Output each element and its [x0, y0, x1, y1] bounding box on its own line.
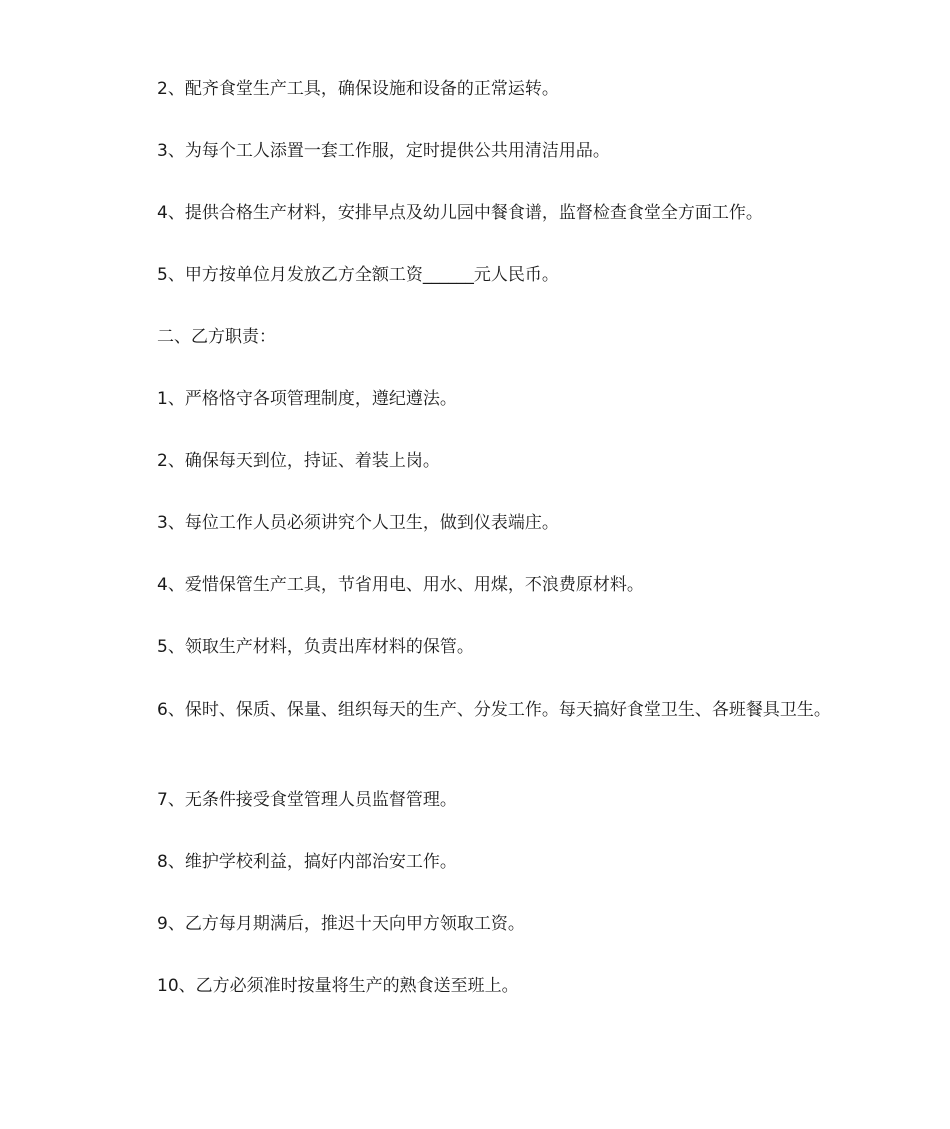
paragraph-duty-3: 3、每位工作人员必须讲究个人卫生，做到仪表端庄。: [157, 513, 559, 533]
paragraph-item-4-materials: 4、提供合格生产材料，安排早点及幼儿园中餐食谱，监督检查食堂全方面工作。: [157, 203, 763, 223]
paragraph-duty-8: 8、维护学校利益，搞好内部治安工作。: [157, 852, 457, 872]
paragraph-duty-10: 10、乙方必须准时按量将生产的熟食送至班上。: [157, 976, 519, 996]
paragraph-item-2-tools: 2、配齐食堂生产工具，确保设施和设备的正常运转。: [157, 79, 559, 99]
paragraph-duty-2: 2、确保每天到位，持证、着装上岗。: [157, 451, 440, 471]
paragraph-item-5-salary: 5、甲方按单位月发放乙方全额工资______元人民币。: [157, 265, 559, 285]
paragraph-duty-5: 5、领取生产材料，负责出库材料的保管。: [157, 637, 474, 657]
paragraph-duty-4: 4、爱惜保管生产工具，节省用电、用水、用煤，不浪费原材料。: [157, 575, 644, 595]
paragraph-duty-6: 6、保时、保质、保量、组织每天的生产、分发工作。每天搞好食堂卫生、各班餐具卫生。: [157, 700, 831, 720]
paragraph-duty-9: 9、乙方每月期满后，推迟十天向甲方领取工资。: [157, 914, 525, 934]
paragraph-duty-7: 7、无条件接受食堂管理人员监督管理。: [157, 790, 457, 810]
section-heading-party-b-duties: 二、乙方职责：: [157, 327, 276, 347]
paragraph-duty-1: 1、严格恪守各项管理制度，遵纪遵法。: [157, 389, 457, 409]
paragraph-item-3-uniform: 3、为每个工人添置一套工作服，定时提供公共用清洁用品。: [157, 141, 610, 161]
